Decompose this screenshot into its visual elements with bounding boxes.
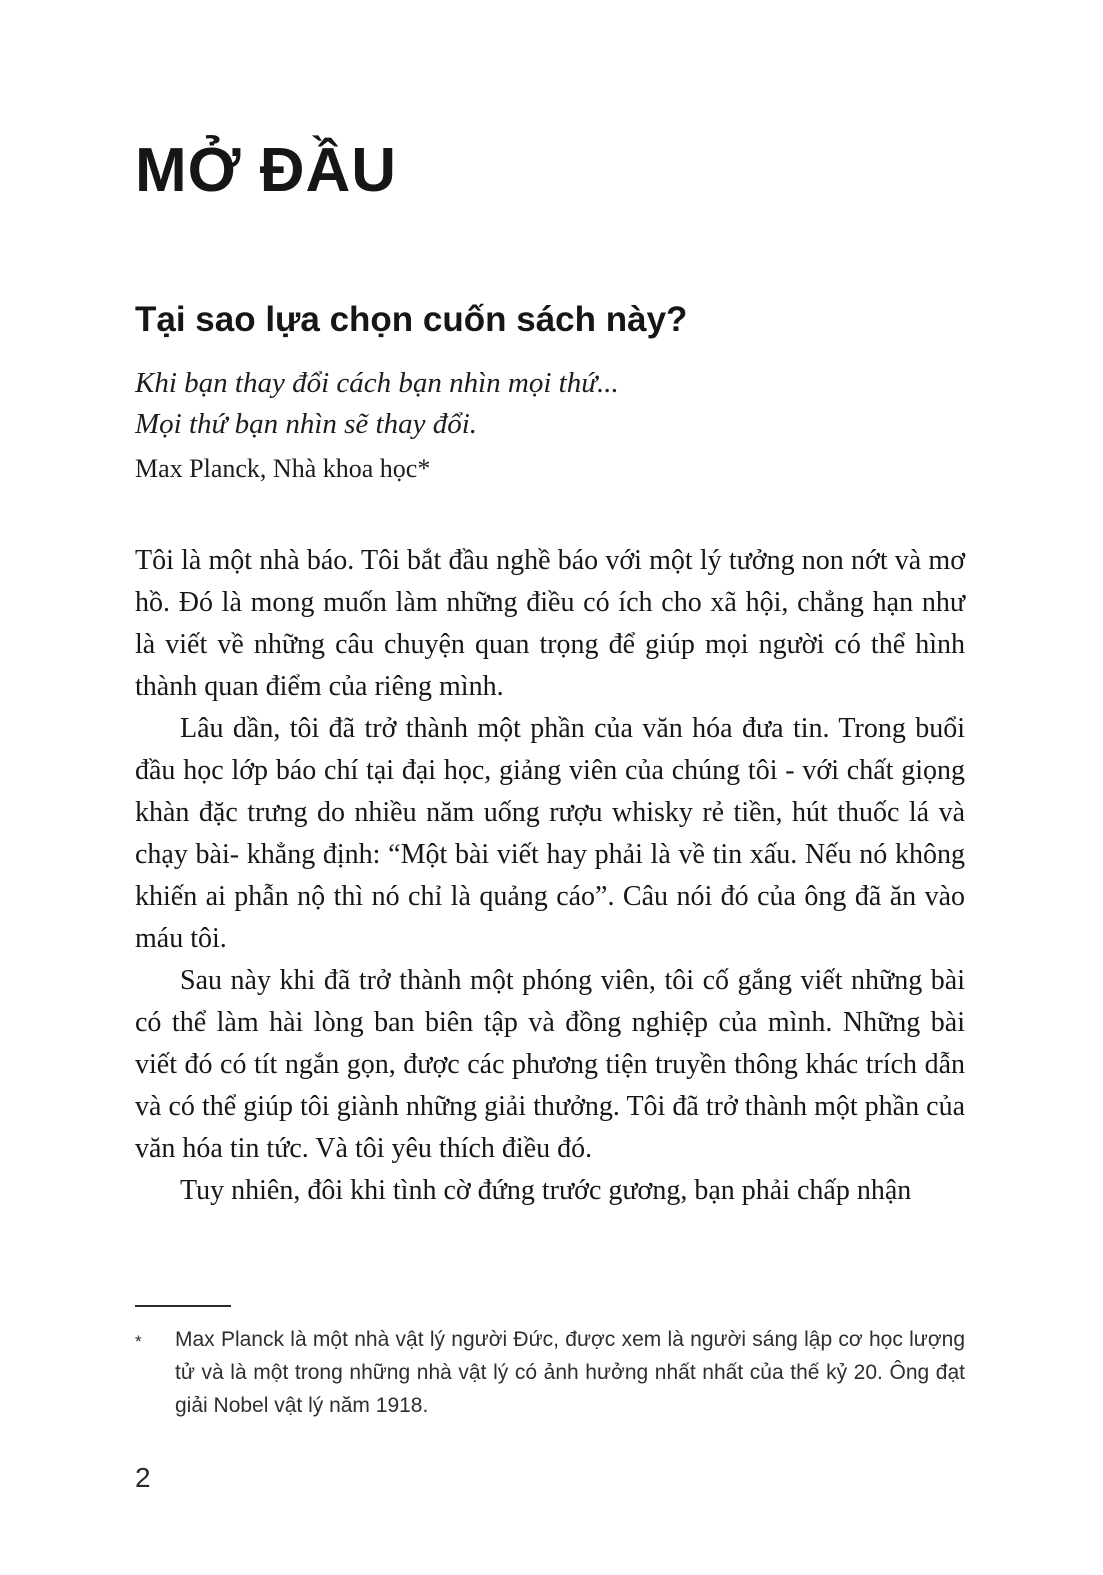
epigraph-line: Khi bạn thay đổi cách bạn nhìn mọi thứ... [135,367,619,400]
body-paragraph: Tôi là một nhà báo. Tôi bắt đầu nghề báo với một lý tưởng non nớt và mơ hồ. Đó là mong muốn làm những điều có ích cho xã hội, chẳng hạn như là viết về những câu chuyện quan trọng để giúp mọi người có thể hình thành quan điểm của riêng mình. [135,545,965,703]
chapter-title: MỞ ĐẦU [135,136,398,205]
body-paragraph: Sau này khi đã trở thành một phóng viên, tôi cố gắng viết những bài có thể làm hài lòng ban biên tập và đồng nghiệp của mình. Những bài viết đó có tít ngắn gọn, được các phương tiện truyền thông khác trích dẫn và có thể giúp tôi giành những giải thưởng. Tôi đã trở thành một phần của văn hóa tin tức. Và tôi yêu thích điều đó. [135,965,965,1165]
page-number: 2 [135,1462,151,1493]
body-paragraph: Tuy nhiên, đôi khi tình cờ đứng trước gương, bạn phải chấp nhận [180,1175,912,1207]
footnote-block [135,1305,965,1422]
body-text [135,540,965,1212]
footnote [135,1323,965,1422]
footnote-marker: * [135,1332,142,1351]
epigraph-attribution: Max Planck, Nhà khoa học* [135,454,431,484]
body-paragraph: Lâu dần, tôi đã trở thành một phần của văn hóa đưa tin. Trong buổi đầu học lớp báo chí tại đại học, giảng viên của chúng tôi - với chất giọng khàn đặc trưng do nhiều năm uống rượu whisky rẻ tiền, hút thuốc lá và chạy bài- khẳng định: “Một bài viết hay phải là về tin xấu. Nếu nó không khiến ai phẫn nộ thì nó chỉ là quảng cáo”. Câu nói đó của ông đã ăn vào máu tôi. [135,713,965,955]
section-heading: Tại sao lựa chọn cuốn sách này? [135,300,688,340]
epigraph-line: Mọi thứ bạn nhìn sẽ thay đổi. [135,408,478,441]
epigraph [135,363,965,445]
footnote-text: Max Planck là một nhà vật lý người Đức, được xem là người sáng lập cơ học lượng tử và là một trong những nhà vật lý có ảnh hưởng nhất nhất của thế kỷ 20. Ông đạt giải Nobel vật lý năm 1918. [175,1328,965,1417]
footnote-divider [135,1305,231,1307]
